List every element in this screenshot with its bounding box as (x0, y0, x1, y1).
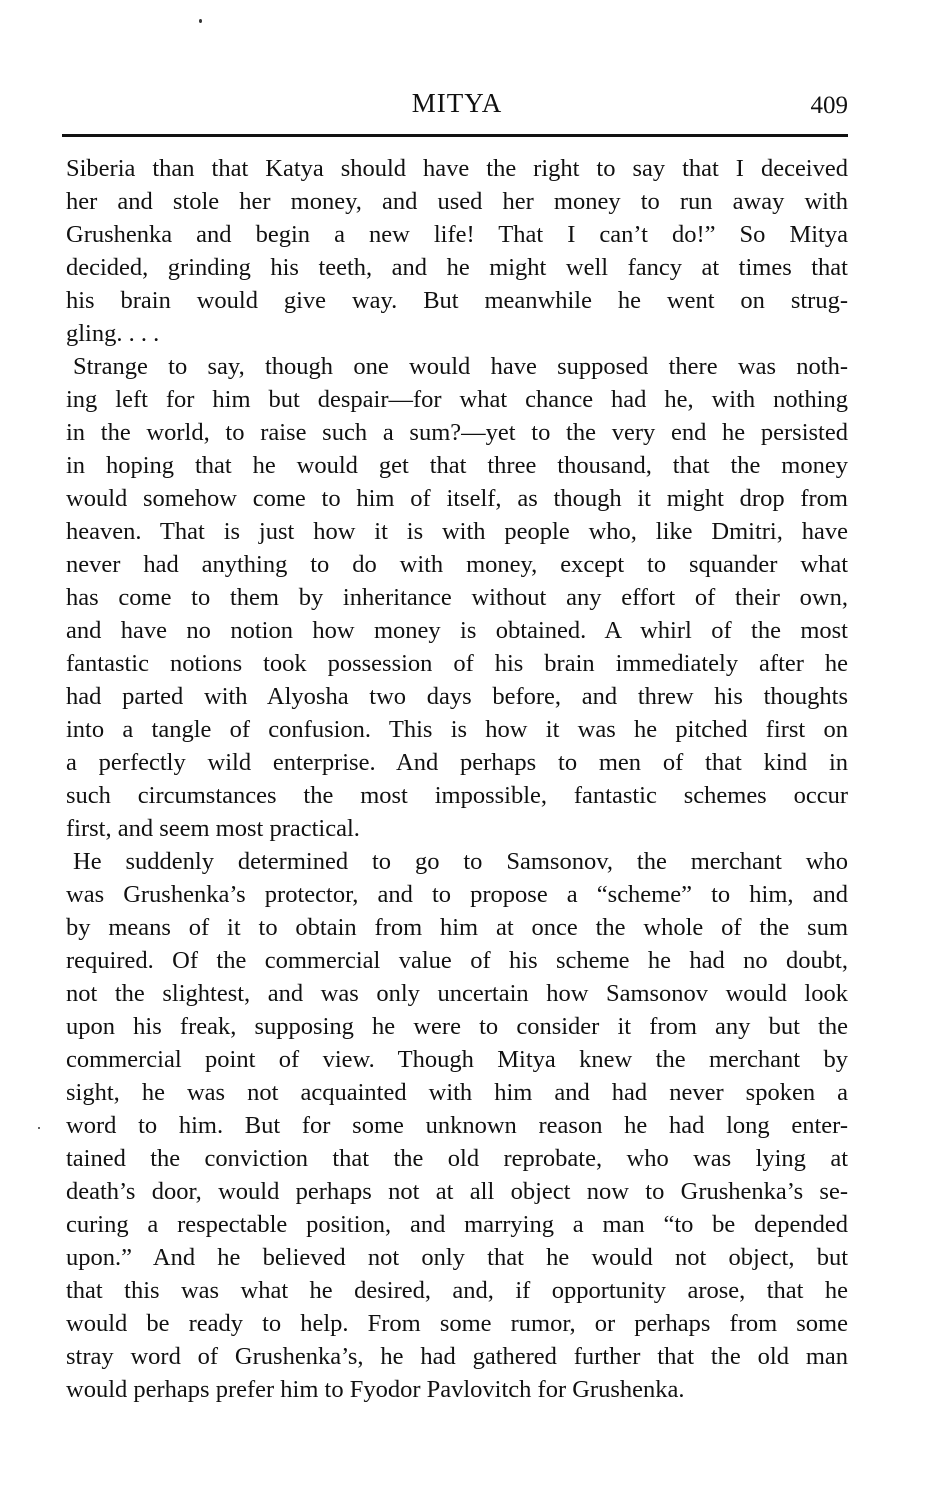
text-line: such circumstances the most impossible, fantastic schemes occur (66, 782, 848, 809)
text-line: Strange to say, though one would have supposed there was noth- (73, 353, 848, 380)
text-line: He suddenly determined to go to Samsonov, the merchant who (73, 848, 848, 875)
text-line: upon his freak, supposing he were to consider it from any but the (66, 1013, 848, 1040)
text-line: heaven. That is just how it is with people who, like Dmitri, have (66, 518, 848, 545)
text-line: into a tangle of confusion. This is how it was he pitched first on (66, 716, 848, 743)
text-line: death’s door, would perhaps not at all object now to Grushenka’s se- (66, 1178, 848, 1205)
text-line: in the world, to raise such a sum?—yet to the very end he persisted (66, 419, 848, 446)
text-line: stray word of Grushenka’s, he had gathered further that the old man (66, 1343, 848, 1370)
text-line: upon.” And he believed not only that he would not object, but (66, 1244, 848, 1271)
text-line: would be ready to help. From some rumor, or perhaps from some (66, 1310, 848, 1337)
text-line: commercial point of view. Though Mitya knew the merchant by (66, 1046, 848, 1073)
text-line: his brain would give way. But meanwhile he went on strug- (66, 287, 848, 314)
page-number: 409 (810, 92, 848, 119)
text-line: decided, grinding his teeth, and he might well fancy at times that (66, 254, 848, 281)
text-line: that this was what he desired, and, if opportunity arose, that he (66, 1277, 848, 1304)
text-line: required. Of the commercial value of his scheme he had no doubt, (66, 947, 848, 974)
running-title: MITYA (411, 88, 503, 118)
text-line: gling. . . . (66, 320, 160, 347)
paragraph (66, 350, 848, 845)
page-header (66, 88, 848, 128)
text-line: curing a respectable position, and marrying a man “to be depended (66, 1211, 848, 1238)
header-rule (62, 134, 848, 137)
text-line: a perfectly wild enterprise. And perhaps to men of that kind in (66, 749, 848, 776)
text-line: tained the conviction that the old reprobate, who was lying at (66, 1145, 848, 1172)
paragraph (66, 845, 848, 1406)
text-line: in hoping that he would get that three thousand, that the money (66, 452, 848, 479)
text-line: word to him. But for some unknown reason he had long enter- (66, 1112, 848, 1139)
text-line: never had anything to do with money, except to squander what (66, 551, 848, 578)
text-line: had parted with Alyosha two days before, and threw his thoughts (66, 683, 848, 710)
scan-speck (38, 1127, 40, 1129)
text-line: Siberia than that Katya should have the right to say that I deceived (66, 155, 848, 182)
text-line: by means of it to obtain from him at once the whole of the sum (66, 914, 848, 941)
text-line: was Grushenka’s protector, and to propose a “scheme” to him, and (66, 881, 848, 908)
text-line: first, and seem most practical. (66, 815, 360, 842)
text-line: and have no notion how money is obtained. A whirl of the most (66, 617, 848, 644)
text-line: sight, he was not acquainted with him and had never spoken a (66, 1079, 848, 1106)
text-line: fantastic notions took possession of his brain immediately after he (66, 650, 848, 677)
paragraph (66, 152, 848, 350)
body-text (66, 152, 848, 1406)
text-line: would perhaps prefer him to Fyodor Pavlovitch for Grushenka. (66, 1376, 685, 1403)
text-line: has come to them by inheritance without any effort of their own, (66, 584, 848, 611)
text-line: would somehow come to him of itself, as though it might drop from (66, 485, 848, 512)
text-line: Grushenka and begin a new life! That I can’t do!” So Mitya (66, 221, 848, 248)
text-line: not the slightest, and was only uncertain how Samsonov would look (66, 980, 848, 1007)
text-line: her and stole her money, and used her money to run away with (66, 188, 848, 215)
scan-speck (199, 19, 202, 23)
text-line: ing left for him but despair—for what chance had he, with nothing (66, 386, 848, 413)
